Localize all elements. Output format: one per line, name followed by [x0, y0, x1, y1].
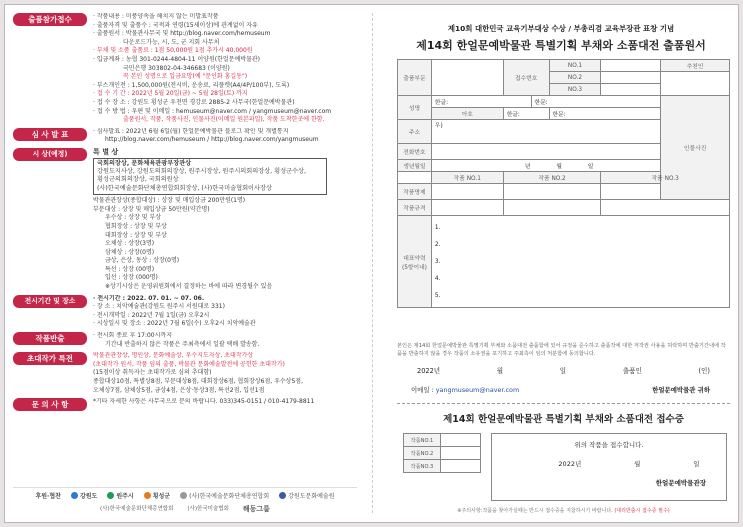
line: 횡성군의회의장상, 국회의원상 [97, 176, 179, 184]
line: 금상, 은상, 동상 : 상장(0명) [105, 257, 180, 265]
line: · 장 소 : 치악예술관(강원도 원주시 서원대로 331) [93, 303, 225, 311]
section-return [13, 332, 357, 349]
receipt-confirm-box [491, 433, 727, 501]
section-body [93, 295, 357, 329]
agreement-notes: 본인은 제14회 한얼문예박물관 특별기획 부채와 소품대전 출품함에 있어 규정을 준수하고 출품작에 대한 저작권 사용을 허락하며 반출기간내에 작품을 반출하지 않을 경우 작품의 소유권을 포기하고 주최측이 임의 처분함에 동의합니다. [397, 343, 726, 357]
line: 박물관관장상, 명인상, 문화예술상, 우수지도자상, 초대작가상 [93, 352, 254, 360]
fold-divider [372, 13, 373, 513]
line: 꼭 본인 성명으로 입금요망(예 "문인화 홍길동") [123, 73, 248, 81]
work3-title-field[interactable] [601, 184, 730, 200]
sponsor-name: (사)한국예술문화단체총연합회 [100, 506, 174, 512]
line: 대회장상 : 상장 및 부상 [105, 231, 167, 239]
line: · 시상일시 및 장소 : 2022년 7월 6일(수) 오후2시 치악예술관 [93, 320, 256, 328]
line: · 전시개막일 : 2022년 7월 1일(금) 오후2시 [93, 311, 210, 319]
work-no1-header: 작품 NO.1 [431, 172, 503, 184]
sponsor-name: 해동그룹 [242, 505, 270, 513]
receipt-field[interactable] [441, 447, 481, 460]
applicant-label: 출품인 [622, 367, 642, 375]
contact-line: *기타 자세한 사항은 사무국으로 문의 바랍니다. 033)345-0151 / 010-4179-8811 [93, 398, 315, 406]
line: · 접 수 장 소 : 강원도 횡성군 우천면 경강로 2885-2 사무국(한얼문예박물관) [93, 98, 295, 106]
line: 국회의장상, 문화체육관광부장관상 [97, 159, 192, 167]
sponsor-footer [13, 487, 357, 514]
line: · 부스개인전 : 1,500,000원(전시비, 운송료, 리플렛(A4/4P/100부), 도록) [93, 81, 290, 89]
line: 다운로드가능, 시, 도, 군 지회 사무처 [123, 38, 220, 46]
receipt-table [403, 433, 481, 473]
phone-label: 전화번호 [398, 144, 432, 160]
seal-label: (인) [698, 367, 710, 375]
section-body [93, 13, 357, 125]
line: 입선 : 상장 (000명) [105, 274, 158, 282]
line: ※상기시상은 운영위원회에서 결정하는 바에 따라 변경될수 있음 [105, 283, 273, 291]
photo-box[interactable]: 인물사진 [661, 96, 730, 200]
reg-no3: NO.3 [549, 84, 601, 96]
receipt-signature: 한얼문예박물관장 [655, 479, 706, 487]
work-no3-header: 작품 NO.3 [601, 172, 730, 184]
section-contact [13, 398, 357, 411]
receipt-field[interactable] [441, 460, 481, 473]
sponsor-name: (사)한국예술문화단체총연합회 [189, 493, 270, 500]
sponsor-name: 강원도 [79, 493, 98, 500]
career-item: 5. [434, 293, 441, 299]
month-label: 월 [556, 164, 562, 170]
work-title-label: 작품명제 [398, 184, 432, 200]
entry-division-label: 출품부문 [398, 60, 432, 96]
line: 박물관관장상(종합대상) : 상장 및 매입상금 200만원(1명) [93, 197, 246, 205]
section-tag: 작품반출 [13, 332, 87, 345]
address-label: 주소 [398, 120, 432, 144]
application-date-line [397, 365, 730, 375]
section-tag: 시 상(예정) [13, 148, 87, 161]
work-size-label: 작품규격 [398, 200, 432, 216]
career-field[interactable] [431, 216, 729, 308]
line: 국민은행 303802-04-346683 (이양원) [123, 64, 230, 72]
receipt-row: 작품NO.2 [404, 447, 441, 460]
date-month: 월 [496, 367, 504, 375]
sponsor-culture [279, 491, 334, 500]
pen-hanja-field[interactable]: 한문: [549, 108, 729, 120]
receipt-year: 2022년 [558, 460, 582, 468]
work1-size-field[interactable] [431, 200, 503, 216]
section-tag: 문 의 사 항 [13, 398, 87, 411]
line: 강원도지사상, 강원도의회의장상, 원주시장상, 원주시의회의장상, 횡성군수상, [97, 167, 306, 175]
line: · 전시기간 : 2022. 07. 01. ~ 07. 06. [93, 294, 205, 302]
receipt-month: 월 [634, 460, 641, 468]
section-awards [13, 148, 357, 292]
line: (15점이상 취득자는 초대작가로 심의 추대함) [93, 369, 212, 377]
career-item: 2. [434, 242, 441, 248]
line: 오체상7점, 삼체상5점, 금상4점, 은상·동상3점, 특선2점, 입선1점 [93, 386, 265, 394]
line: · 작품내용 : 미풍양속을 해치지 않는 미발표작품 [93, 13, 219, 20]
sponsor-name: 강원도문화예술원 [288, 493, 335, 500]
receipt-row: 작품NO.1 [404, 434, 441, 447]
sponsor-logos-2 [13, 504, 357, 514]
section-invited-artist [13, 352, 357, 395]
receipt-note-text: ※주의사항:작품을 찾아가실때는 반드시 접수증을 지참하시기 바랍니다. [457, 508, 613, 514]
name-label: 성명 [398, 96, 432, 120]
line: 특선 : 상장 (00명) [105, 265, 155, 273]
reg-no-label: 접수번호 [503, 60, 549, 96]
form-title: 제14회 한얼문예박물관 특별기획 부채와 소품대전 출품원서 [416, 39, 706, 52]
receipt-field[interactable] [441, 434, 481, 447]
section-announcement [13, 128, 357, 145]
section-tag: 심 사 발 표 [13, 128, 87, 141]
sponsor-name: 횡성군 [152, 493, 171, 500]
addressee: 한얼문예박물관 귀하 [652, 386, 710, 394]
work3-size-field[interactable] [601, 200, 730, 216]
application-sheet [4, 4, 739, 523]
recommender-label: 추천인 [661, 60, 730, 72]
sponsor-name: 원주시 [116, 493, 134, 500]
period-line: · 접 수 기 간 : 2022년 5월 20일(금) ~ 5월 28일(토) 까지 [93, 90, 248, 98]
sponsor-name: (사)한국미술협회 [187, 506, 229, 512]
section-exhibition [13, 295, 357, 329]
reg-no1-field[interactable] [601, 60, 661, 72]
work2-size-field[interactable] [503, 200, 601, 216]
sponsor-logos [13, 491, 357, 500]
birth-field[interactable] [431, 160, 660, 172]
line: · 접 수 방 법 : 우편 및 이메일 : hemuseum@naver.com / yangmuseum@naver.com [93, 107, 332, 115]
date-year: 2022년 [417, 367, 441, 375]
form-subtitle: 제10회 대한민국 교육기부대상 수상 / 부총리겸 교육부장관 표창 기념 [447, 24, 675, 33]
line: 우수상 : 상장 및 부상 [105, 214, 162, 222]
receipt-day: 일 [693, 460, 700, 468]
special-award-heading: 특 별 상 [93, 147, 119, 156]
career-item: 3. [434, 259, 441, 265]
pen-name-label: 아호 [431, 108, 503, 120]
section-body [93, 148, 357, 292]
line: (초대작가 원서, 작품 임의 출품, 박물관 문화예술발전에 공헌한 초대작가) [93, 360, 285, 368]
date-day: 일 [559, 367, 567, 375]
work-no2-header: 작품 NO.2 [503, 172, 601, 184]
line: · 심사발표 : 2022년 6월 6일(월) 한얼문예박물관 블로그 확인 및 개별통지 [93, 127, 289, 135]
line: 기간내 반출하지 않은 작품은 주최측에서 일괄 택배 발송함. [105, 340, 260, 348]
sponsor-hoengseong [144, 491, 170, 500]
name-hanja-field[interactable]: 한문: [531, 96, 661, 108]
career-item: 1. [434, 225, 441, 231]
birth-label: 생년월일 [398, 160, 432, 172]
reg-no3-field[interactable] [601, 84, 661, 96]
career-item: 4. [434, 276, 441, 282]
section-entry-qualification [13, 13, 357, 125]
phone-field[interactable] [431, 144, 660, 160]
reg-no1: NO.1 [549, 60, 601, 72]
section-body [93, 332, 357, 349]
cut-line [397, 403, 730, 404]
receipt-note [397, 507, 730, 514]
section-body [93, 398, 357, 411]
name-hangul-field[interactable]: 한글: [431, 96, 531, 108]
line: · 출품자격 및 출품수 : 국적과 연령(15세이상)에 관계없이 자유 [93, 21, 258, 29]
line: · 전시회 종료 후 17:00시까지 [93, 332, 172, 340]
line: 종합대상10점, 특별상8점, 부문대상8점, 대회장상6점, 협회장상6점, 우수상5점, [93, 378, 303, 385]
career-label: 대표약력 (5항이내) [398, 216, 432, 308]
receipt-title: 제14회 한얼문예박물관 특별기획 부채와 소품대전 접수증 [443, 414, 684, 425]
email-label: 이메일 : [411, 386, 434, 394]
sponsor-arts [180, 491, 269, 500]
section-tag: 초대작가 특전 [13, 352, 87, 365]
email-link[interactable]: yangmuseum@naver.com [435, 386, 520, 394]
section-tag: 출품참가접수 [13, 13, 87, 26]
reg-no2-field[interactable] [601, 72, 661, 84]
line: · 출품원서 : 박물관사무국 및 http://blog.naver.com/hemuseum [93, 30, 271, 38]
reg-no2: NO.2 [549, 72, 601, 84]
work1-title-field[interactable] [431, 184, 503, 200]
sponsor-wonju [107, 491, 133, 500]
section-body [93, 128, 357, 145]
section-tag: 전시기간 및 장소 [13, 295, 87, 308]
receipt-confirm-text: 위의 작품을 접수합니다. [574, 441, 644, 449]
line: 협회장상 : 상장 및 부상 [105, 222, 167, 230]
line: (사)한국예술문화단체총연합회회장상, (사)한국미술협회이사장상 [97, 184, 272, 192]
fee-line: · 부채 및 소품 출품료 : 1점 50,000원 1점 추가시 40,000원 [93, 47, 253, 55]
pen-hangul-field[interactable]: 한글: [503, 108, 549, 120]
address-field[interactable]: 우) [431, 120, 660, 144]
receipt-note-red: (대리반출시 접수증 필수) [614, 508, 670, 514]
recommender-field[interactable] [661, 72, 730, 96]
sponsor-gangwon [71, 491, 97, 500]
work2-title-field[interactable] [503, 184, 601, 200]
line: 부문대상 : 상장 및 매입상금 50만원(약간명) [93, 205, 210, 213]
day-label: 일 [587, 164, 594, 170]
guideline-panel [5, 5, 363, 524]
entry-division-field[interactable] [431, 60, 503, 96]
year-label: 년 [524, 164, 531, 170]
sponsor-label: 후원·협찬 [35, 493, 61, 500]
line: · 입금계좌 : 농협 301-0244-4804-11 이양원(한얼문예박물관) [93, 55, 261, 63]
section-body [93, 352, 357, 395]
receipt-date [492, 459, 726, 468]
line: 오체상 : 상장(3명) [105, 240, 155, 248]
application-table [397, 59, 730, 308]
line: 출품원서, 작품, 작품사진, 인물사진(이메일 원본파일), 작품 도착한곳에 한함. [123, 116, 325, 124]
blog-link[interactable]: http://blog.naver.com/hemuseum / http://blog.naver.com/yangmuseum [105, 136, 319, 144]
application-form-panel [385, 5, 737, 524]
email-line [397, 385, 730, 394]
line: 삼체상 : 상장(0명) [105, 248, 155, 256]
receipt-row: 작품NO.3 [404, 460, 441, 473]
host-awards-box [93, 158, 327, 196]
